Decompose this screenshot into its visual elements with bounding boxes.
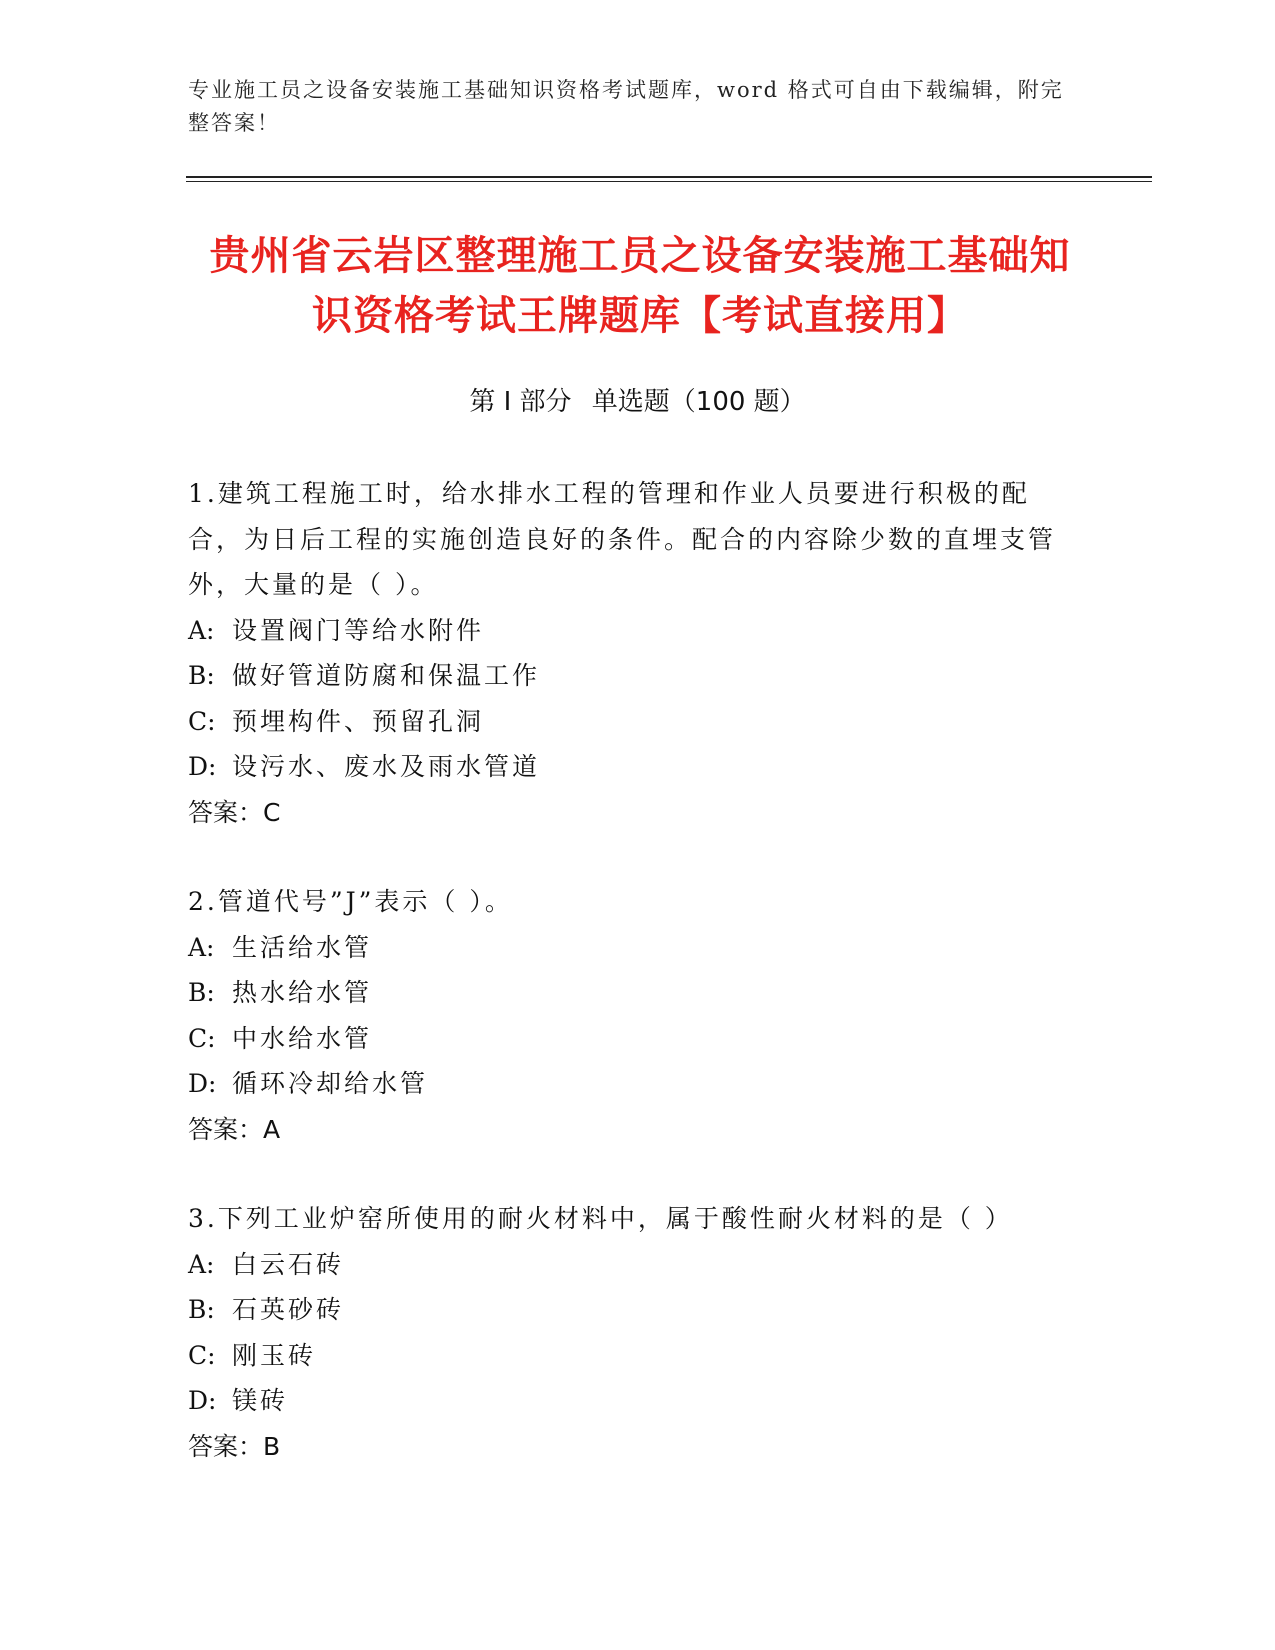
question-option	[188, 699, 1068, 745]
answer-value: A	[263, 1114, 281, 1144]
question-option	[188, 1378, 1068, 1424]
option-text: 刚玉砖	[232, 1340, 317, 1370]
option-text: 设污水、废水及雨水管道	[232, 752, 541, 781]
question-item	[188, 471, 1068, 835]
option-text: 生活给水管	[232, 932, 373, 962]
header-rule-thick	[186, 176, 1152, 178]
question-answer	[188, 1107, 1068, 1153]
question-option	[188, 1016, 1068, 1062]
question-option	[188, 1333, 1068, 1379]
answer-value: B	[263, 1431, 281, 1461]
document-title: 贵州省云岩区整理施工员之设备安装施工基础知识资格考试王牌题库【考试直接用】	[209, 233, 1071, 339]
header-rule-thin	[186, 181, 1152, 182]
option-letter: A:	[188, 932, 215, 962]
option-letter: A:	[188, 1249, 215, 1279]
question-stem: 2.管道代号”J”表示（ ）。	[188, 887, 513, 916]
option-text: 白云石砖	[232, 1249, 345, 1279]
question-option	[188, 970, 1068, 1016]
option-text: 镁砖	[232, 1386, 289, 1415]
option-text: 热水给水管	[232, 978, 373, 1007]
option-letter: C:	[188, 706, 216, 736]
option-letter: D:	[188, 1069, 217, 1098]
section-part-label: 第 I 部分	[469, 387, 572, 417]
option-letter: B:	[188, 661, 215, 690]
option-letter: D:	[188, 1386, 217, 1415]
answer-prefix: 答案：	[188, 797, 264, 827]
question-option	[188, 608, 1068, 654]
option-letter: B:	[188, 978, 215, 1007]
question-stem: 1.建筑工程施工时，给水排水工程的管理和作业人员要进行积极的配合，为日后工程的实施创造良好的条件。配合的内容除少数的直埋支管外，大量的是（ ）。	[188, 479, 1057, 599]
option-letter: C:	[188, 1340, 216, 1370]
question-item	[188, 879, 1068, 1152]
question-option	[188, 925, 1068, 971]
question-stem: 3.下列工业炉窑所使用的耐火材料中，属于酸性耐火材料的是（ ）	[188, 1204, 1013, 1233]
option-text: 循环冷却给水管	[232, 1069, 429, 1098]
answer-value: C	[263, 797, 281, 827]
question-option	[188, 1061, 1068, 1107]
option-text: 做好管道防腐和保温工作	[232, 661, 541, 690]
option-text: 设置阀门等给水附件	[232, 615, 485, 645]
option-text: 预埋构件、预留孔洞	[232, 706, 485, 736]
question-item	[188, 1196, 1068, 1469]
answer-prefix: 答案：	[188, 1114, 264, 1144]
section-heading	[0, 384, 1275, 420]
question-option	[188, 653, 1068, 699]
option-letter: D:	[188, 752, 217, 781]
section-type-label: 单选题（100 题）	[591, 387, 806, 417]
answer-prefix: 答案：	[188, 1431, 264, 1461]
option-letter: C:	[188, 1023, 216, 1053]
option-letter: A:	[188, 615, 215, 645]
option-text: 石英砂砖	[232, 1295, 345, 1324]
header-note: 专业施工员之设备安装施工基础知识资格考试题库，word 格式可自由下载编辑，附完整答案！	[188, 78, 1064, 135]
option-letter: B:	[188, 1295, 215, 1324]
option-text: 中水给水管	[232, 1023, 373, 1053]
question-answer	[188, 790, 1068, 836]
question-option	[188, 1287, 1068, 1333]
question-option	[188, 1242, 1068, 1288]
question-option	[188, 744, 1068, 790]
question-answer	[188, 1424, 1068, 1470]
question-list	[188, 471, 1068, 1513]
